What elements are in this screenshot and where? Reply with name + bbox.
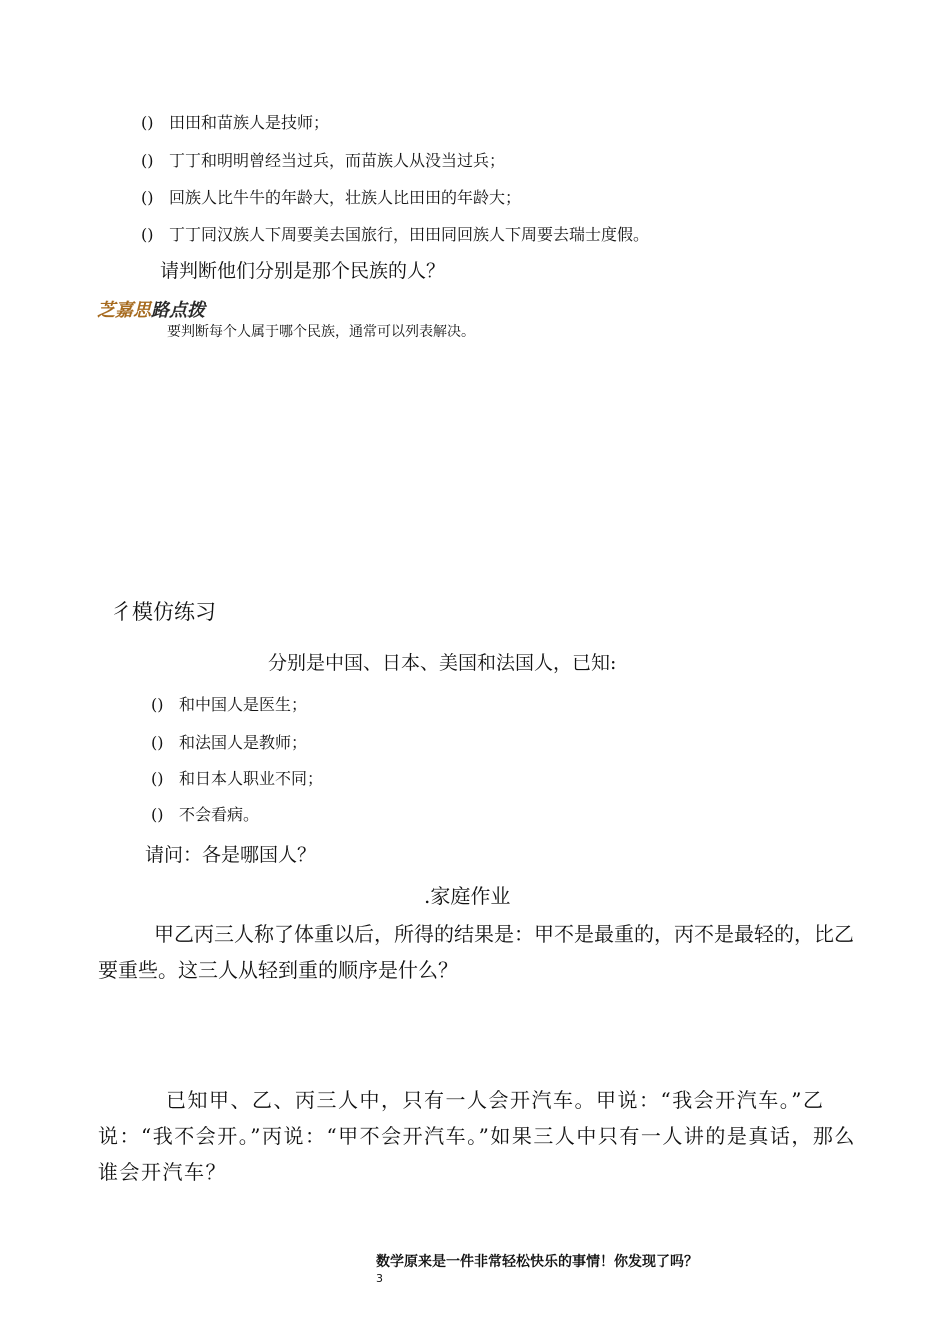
practice-clue-4 (151, 802, 259, 825)
tip-title-accent: 芝嘉思 (97, 300, 151, 321)
practice-clue-1 (151, 692, 307, 715)
example-question: 请判断他们分别是那个民族的人？ (160, 260, 446, 282)
homework-problem-1: 甲乙丙三人称了体重以后，所得的结果是：甲不是最重的，丙不是最轻的，比乙要重些。这三人从轻到重的顺序是什么？ (98, 922, 854, 982)
clue-text: 回族人比牛牛的年龄大，壮族人比田田的年龄大； (169, 188, 522, 207)
clue-paren: () (151, 769, 164, 788)
homework-problem-2: 已知甲、乙、丙三人中，只有一人会开汽车。甲说：“我会开汽车。”乙说：“我不会开。”丙说：“甲不会开汽车。”如果三人中只有一人讲的是真话，那么谁会开汽车？ (98, 1088, 856, 1184)
clue-paren: () (141, 113, 154, 132)
tip-title (97, 296, 205, 322)
clue-paren: () (141, 188, 154, 207)
clue-2 (141, 148, 505, 171)
clue-text: 丁丁同汉族人下周要美去国旅行，田田同回族人下周要去瑞士度假。 (169, 225, 650, 244)
tip-title-rest: 路点拨 (151, 300, 205, 321)
clue-4 (141, 222, 649, 245)
page-number: 3 (376, 1272, 383, 1285)
practice-clue-3 (151, 766, 323, 789)
homework-heading: .家庭作业 (424, 884, 511, 908)
clue-paren: () (151, 695, 164, 714)
practice-question: 请问：各是哪国人？ (145, 844, 317, 866)
clue-paren: () (141, 225, 154, 244)
clue-text: 不会看病。 (179, 805, 260, 824)
practice-intro: 分别是中国、日本、美国和法国人，已知: (268, 652, 617, 674)
clue-paren: () (151, 733, 164, 752)
clue-text: 田田和苗族人是技师； (169, 113, 330, 132)
practice-clue-2 (151, 730, 307, 753)
clue-1 (141, 110, 329, 133)
clue-text: 丁丁和明明曾经当过兵，而苗族人从没当过兵； (169, 151, 506, 170)
clue-paren: () (141, 151, 154, 170)
clue-text: 和中国人是医生； (179, 695, 308, 714)
clue-text: 和法国人是教师； (179, 733, 308, 752)
clue-paren: () (151, 805, 164, 824)
footer-slogan: 数学原来是一件非常轻松快乐的事情！你发现了吗？ (376, 1254, 698, 1270)
clue-3 (141, 185, 521, 208)
practice-heading: 彳模仿练习 (111, 600, 216, 624)
tip-text: 要判断每个人属于哪个民族，通常可以列表解决。 (167, 324, 475, 340)
clue-text: 和日本人职业不同； (179, 769, 324, 788)
